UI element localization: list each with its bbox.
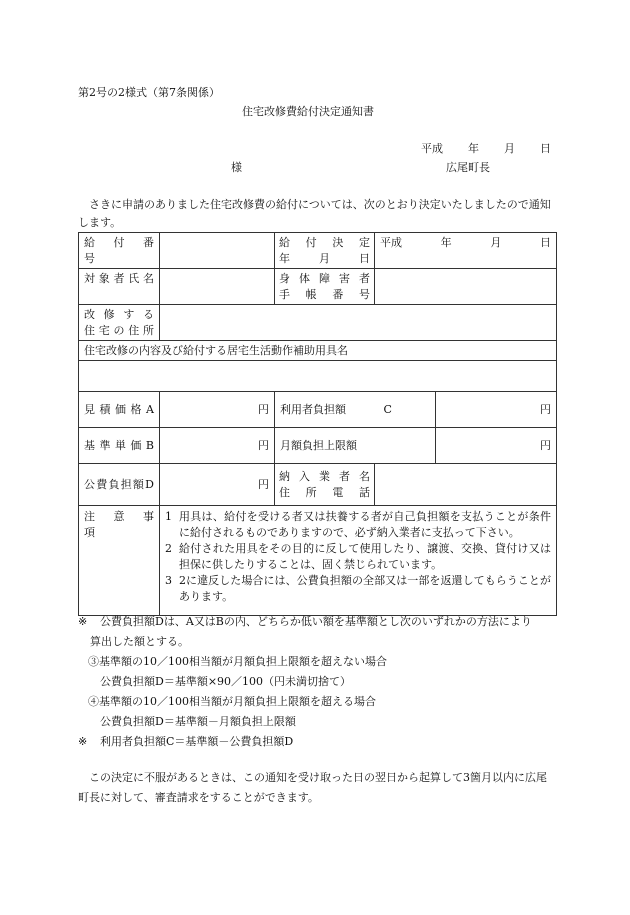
row-estimate	[79, 392, 557, 428]
disability-label	[275, 269, 375, 305]
house-address-label-line2: 住 宅 の 住 所	[84, 323, 154, 337]
user-burden-code: C	[383, 402, 392, 416]
case-3: ③基準額の10／100相当額が月額負担上限額を超えない場合	[88, 655, 387, 668]
note-number: 3	[165, 574, 172, 587]
footnote-1-mark: ※	[78, 615, 88, 628]
row-house-address	[79, 305, 557, 341]
decision-table	[78, 232, 557, 616]
payment-number-value	[160, 233, 275, 269]
row-public-burden	[79, 464, 557, 506]
intro-paragraph: さきに申請のありました住宅改修費の給付については、次のとおり決定いたしましたので通知します。	[78, 198, 551, 229]
row-contents-label	[79, 341, 557, 361]
case-3-formula: 公費負担額D＝基準額×90／100（円未満切捨て）	[100, 675, 352, 688]
date-year: 年	[468, 142, 479, 155]
contents-value	[79, 361, 557, 392]
row-recipient	[79, 269, 557, 305]
decision-date-day: 日	[539, 236, 551, 249]
public-burden-yen: 円	[160, 464, 275, 506]
decision-date-label-line1: 給 付 決 定	[279, 235, 370, 249]
notes-label: 注 意 事 項	[79, 506, 160, 616]
estimate-yen: 円	[160, 392, 275, 428]
user-burden-label	[275, 392, 436, 428]
vendor-value	[375, 464, 557, 506]
payment-number-label: 給 付 番 号	[79, 233, 160, 269]
row-payment-number	[79, 233, 557, 269]
row-base-price	[79, 428, 557, 464]
decision-date-value	[375, 233, 557, 269]
monthly-limit-label: 月額負担上限額	[275, 428, 436, 464]
footnote-1-line-b: 算出した額とする。	[90, 635, 189, 648]
recipient-name-value	[160, 269, 275, 305]
monthly-limit-yen: 円	[436, 428, 557, 464]
disability-label-line1: 身 体 障 害 者	[279, 271, 370, 285]
vendor-label-line2: 住 所 電 話	[279, 485, 370, 499]
note-item	[165, 509, 551, 541]
contents-label: 住宅改修の内容及び給付する居宅生活動作補助用具名	[79, 341, 557, 361]
footnote-2-text: 利用者負担額C＝基準額－公費負担額D	[100, 735, 294, 748]
house-address-label-line1: 改 修 す る	[84, 307, 154, 321]
vendor-label-line1: 納 入 業 者 名	[279, 469, 370, 483]
user-burden-label-text: 利用者負担額	[280, 402, 346, 416]
row-notes	[79, 506, 557, 616]
footnote-1-line-a: 公費負担額Dは、A又はBの内、どちらか低い額を基準額とし次のいずれかの方法により	[100, 615, 532, 628]
estimate-label: 見積価格A	[79, 392, 160, 428]
note-number: 1	[165, 510, 172, 523]
base-price-yen: 円	[160, 428, 275, 464]
case-4: ④基準額の10／100相当額が月額負担上限額を超える場合	[88, 695, 376, 708]
decision-date-year: 年	[440, 236, 452, 249]
note-number: 2	[165, 542, 172, 555]
user-burden-yen: 円	[436, 392, 557, 428]
note-text: 2に違反した場合には、公費負担額の全部又は一部を返還してもらうことがあります。	[179, 574, 551, 603]
recipient-name-label: 対象者氏名	[79, 269, 160, 305]
appeal-paragraph: この決定に不服があるときは、この通知を受け取った日の翌日から起算して3箇月以内に広尾町長に対して、審査請求をすることができます。	[78, 771, 547, 804]
vendor-label	[275, 464, 375, 506]
disability-value	[375, 269, 557, 305]
document-title: 住宅改修費給付決定通知書	[242, 105, 374, 118]
house-address-value	[160, 305, 557, 341]
addressee-suffix: 様	[231, 161, 242, 174]
footnote-2-mark: ※	[78, 735, 88, 748]
form-number: 第2号の2様式（第7条関係）	[78, 86, 220, 99]
decision-date-month: 月	[490, 236, 502, 249]
case-4-formula: 公費負担額D＝基準額－月額負担上限額	[100, 715, 296, 728]
row-contents-value	[79, 361, 557, 392]
decision-date-era: 平成	[380, 236, 402, 249]
decision-date-label-line2: 年 月 日	[279, 251, 370, 265]
date-day: 日	[540, 142, 551, 155]
decision-date-label	[275, 233, 375, 269]
note-text: 用具は、給付を受ける者又は扶養する者が自己負担額を支払うことが条件に給付されるものでありますので、必ず納入業者に支払って下さい。	[179, 510, 551, 539]
date-month: 月	[504, 142, 515, 155]
note-item	[165, 541, 551, 573]
public-burden-label: 公費負担額D	[79, 464, 160, 506]
date-era: 平成	[421, 142, 443, 155]
disability-label-line2: 手 帳 番 号	[279, 287, 370, 301]
base-price-label: 基準単価B	[79, 428, 160, 464]
issue-date	[421, 142, 551, 155]
note-text: 給付された用具をその目的に反して使用したり、譲渡、交換、貸付け又は担保に供したりすることは、固く禁じられています。	[179, 542, 551, 571]
issuer: 広尾町長	[446, 161, 490, 174]
house-address-label	[79, 305, 160, 341]
notes-content	[160, 506, 557, 616]
note-item	[165, 573, 551, 605]
